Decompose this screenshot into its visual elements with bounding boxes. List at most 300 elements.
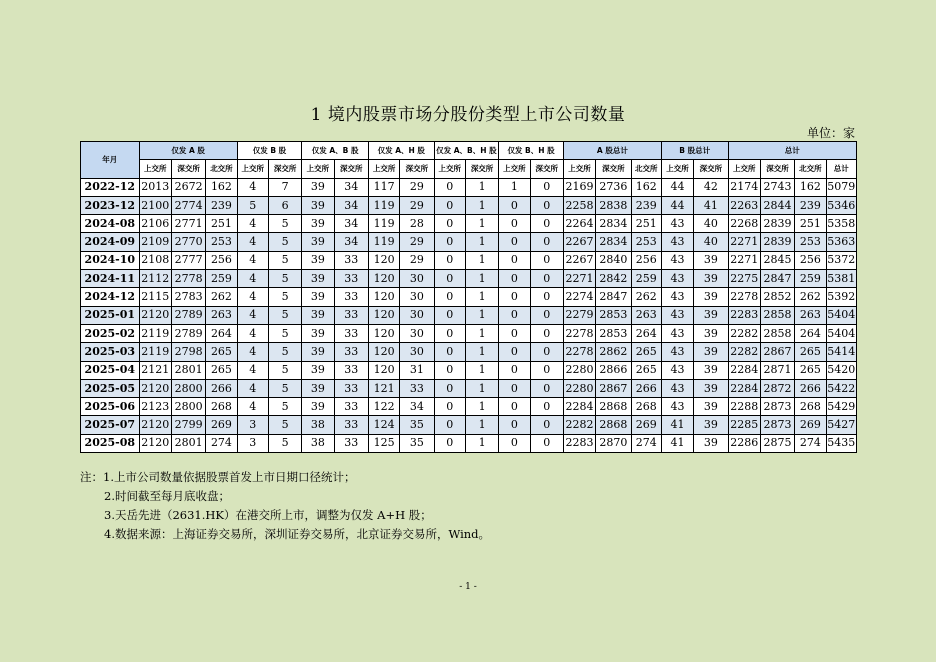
table-cell: 2274 <box>563 288 595 306</box>
table-cell: 38 <box>302 416 334 434</box>
table-cell: 2873 <box>760 416 794 434</box>
table-cell: 120 <box>368 251 399 269</box>
table-cell: 33 <box>334 361 368 379</box>
table-row <box>81 361 857 379</box>
table-cell: 5 <box>268 324 301 342</box>
table-cell: 30 <box>400 288 434 306</box>
table-cell: 239 <box>631 196 661 214</box>
subheader-sz: 深交所 <box>530 160 563 178</box>
table-cell: 0 <box>499 379 530 397</box>
table-cell: 39 <box>302 196 334 214</box>
table-cell: 2798 <box>171 343 205 361</box>
table-cell: 2774 <box>171 196 205 214</box>
table-cell: 259 <box>206 270 237 288</box>
table-cell: 0 <box>530 233 563 251</box>
table-cell: 5358 <box>826 215 856 233</box>
table-cell: 2267 <box>563 251 595 269</box>
table-cell: 119 <box>368 196 399 214</box>
table-cell: 4 <box>237 178 268 196</box>
table-cell: 256 <box>631 251 661 269</box>
table-cell: 4 <box>237 233 268 251</box>
table-cell: 5381 <box>826 270 856 288</box>
table-cell: 39 <box>694 416 728 434</box>
table-cell: 265 <box>631 361 661 379</box>
row-month: 2024-12 <box>81 288 140 306</box>
table-row <box>81 288 857 306</box>
table-row <box>81 233 857 251</box>
table-cell: 0 <box>434 416 465 434</box>
table-cell: 262 <box>206 288 237 306</box>
table-cell: 34 <box>400 398 434 416</box>
table-cell: 39 <box>694 324 728 342</box>
table-cell: 2839 <box>760 215 794 233</box>
table-cell: 39 <box>694 270 728 288</box>
table-cell: 262 <box>631 288 661 306</box>
table-row <box>81 306 857 324</box>
table-cell: 2801 <box>171 434 205 452</box>
table-cell: 2267 <box>563 233 595 251</box>
header-group-a-total: A 股总计 <box>563 142 661 160</box>
table-cell: 29 <box>400 178 434 196</box>
table-cell: 120 <box>368 361 399 379</box>
table-cell: 33 <box>334 251 368 269</box>
table-cell: 2115 <box>139 288 171 306</box>
table-cell: 5420 <box>826 361 856 379</box>
table-cell: 2283 <box>563 434 595 452</box>
table-cell: 1 <box>465 361 498 379</box>
table-cell: 2120 <box>139 306 171 324</box>
table-cell: 2282 <box>563 416 595 434</box>
header-group-a-b-h: 仅发 A、B、H 股 <box>434 142 499 160</box>
table-cell: 5 <box>268 270 301 288</box>
table-cell: 268 <box>795 398 826 416</box>
subheader-sz: 深交所 <box>334 160 368 178</box>
table-cell: 34 <box>334 215 368 233</box>
table-cell: 1 <box>465 434 498 452</box>
table-cell: 2283 <box>728 306 760 324</box>
table-cell: 0 <box>499 306 530 324</box>
row-month: 2025-05 <box>81 379 140 397</box>
subheader-sh: 上交所 <box>563 160 595 178</box>
table-cell: 120 <box>368 270 399 288</box>
table-cell: 0 <box>499 288 530 306</box>
table-cell: 43 <box>661 379 693 397</box>
table-cell: 2801 <box>171 361 205 379</box>
table-cell: 124 <box>368 416 399 434</box>
table-cell: 39 <box>302 215 334 233</box>
table-cell: 1 <box>465 215 498 233</box>
table-cell: 5404 <box>826 306 856 324</box>
table-cell: 265 <box>206 361 237 379</box>
table-cell: 2867 <box>596 379 631 397</box>
table-cell: 5392 <box>826 288 856 306</box>
row-month: 2025-04 <box>81 361 140 379</box>
row-month: 2025-03 <box>81 343 140 361</box>
table-cell: 0 <box>434 178 465 196</box>
table-cell: 0 <box>530 215 563 233</box>
table-cell: 0 <box>530 178 563 196</box>
table-cell: 5 <box>268 434 301 452</box>
row-month: 2022-12 <box>81 178 140 196</box>
table-cell: 39 <box>302 233 334 251</box>
table-cell: 34 <box>334 178 368 196</box>
table-cell: 0 <box>499 324 530 342</box>
table-cell: 5404 <box>826 324 856 342</box>
table-cell: 5 <box>268 251 301 269</box>
table-cell: 119 <box>368 233 399 251</box>
table-cell: 43 <box>661 343 693 361</box>
table-row <box>81 343 857 361</box>
table-row <box>81 251 857 269</box>
table-cell: 33 <box>334 379 368 397</box>
table-cell: 162 <box>206 178 237 196</box>
table-cell: 265 <box>206 343 237 361</box>
table-cell: 251 <box>631 215 661 233</box>
table-cell: 0 <box>434 379 465 397</box>
table-cell: 0 <box>499 215 530 233</box>
table-cell: 269 <box>206 416 237 434</box>
table-cell: 0 <box>530 306 563 324</box>
table-cell: 265 <box>631 343 661 361</box>
table-cell: 41 <box>661 416 693 434</box>
table-cell: 2736 <box>596 178 631 196</box>
table-cell: 4 <box>237 288 268 306</box>
table-cell: 4 <box>237 361 268 379</box>
table-cell: 2121 <box>139 361 171 379</box>
table-cell: 33 <box>334 288 368 306</box>
table-cell: 2279 <box>563 306 595 324</box>
table-cell: 274 <box>631 434 661 452</box>
table-cell: 2106 <box>139 215 171 233</box>
row-month: 2024-08 <box>81 215 140 233</box>
subheader-sz: 深交所 <box>171 160 205 178</box>
table-cell: 2278 <box>728 288 760 306</box>
table-cell: 1 <box>465 398 498 416</box>
table-cell: 4 <box>237 343 268 361</box>
table-cell: 2839 <box>760 233 794 251</box>
table-cell: 2770 <box>171 233 205 251</box>
table-cell: 2271 <box>728 233 760 251</box>
table-cell: 33 <box>334 416 368 434</box>
table-cell: 2875 <box>760 434 794 452</box>
table-cell: 1 <box>465 270 498 288</box>
header-group-a-only: 仅发 A 股 <box>139 142 237 160</box>
table-cell: 0 <box>434 251 465 269</box>
table-cell: 239 <box>795 196 826 214</box>
table-cell: 263 <box>631 306 661 324</box>
table-cell: 0 <box>499 270 530 288</box>
subheader-sh: 上交所 <box>139 160 171 178</box>
table-cell: 2282 <box>728 324 760 342</box>
header-group-a-b: 仅发 A、B 股 <box>302 142 369 160</box>
table-cell: 265 <box>795 343 826 361</box>
table-cell: 5 <box>268 215 301 233</box>
row-month: 2024-11 <box>81 270 140 288</box>
header-group-total: 总计 <box>728 142 856 160</box>
row-month: 2023-12 <box>81 196 140 214</box>
table-cell: 2777 <box>171 251 205 269</box>
header-group-b-total: B 股总计 <box>661 142 728 160</box>
table-cell: 2120 <box>139 434 171 452</box>
table-cell: 1 <box>465 288 498 306</box>
table-cell: 0 <box>499 196 530 214</box>
subheader-sh: 上交所 <box>302 160 334 178</box>
table-cell: 43 <box>661 306 693 324</box>
table-cell: 266 <box>631 379 661 397</box>
table-cell: 2100 <box>139 196 171 214</box>
table-cell: 41 <box>694 196 728 214</box>
table-cell: 119 <box>368 215 399 233</box>
table-cell: 39 <box>302 361 334 379</box>
table-cell: 0 <box>530 251 563 269</box>
table-cell: 5435 <box>826 434 856 452</box>
table-cell: 274 <box>795 434 826 452</box>
header-group-b-h: 仅发 B、H 股 <box>499 142 564 160</box>
subheader-sh: 上交所 <box>368 160 399 178</box>
table-cell: 39 <box>302 398 334 416</box>
table-cell: 2834 <box>596 233 631 251</box>
table-cell: 1 <box>465 379 498 397</box>
header-group-b-only: 仅发 B 股 <box>237 142 302 160</box>
table-cell: 2838 <box>596 196 631 214</box>
table-cell: 2834 <box>596 215 631 233</box>
table-cell: 28 <box>400 215 434 233</box>
table-cell: 42 <box>694 178 728 196</box>
table-cell: 43 <box>661 251 693 269</box>
table-cell: 2847 <box>760 270 794 288</box>
table-cell: 39 <box>694 251 728 269</box>
table-cell: 39 <box>694 361 728 379</box>
table-cell: 2123 <box>139 398 171 416</box>
table-cell: 39 <box>694 306 728 324</box>
table-cell: 33 <box>334 343 368 361</box>
table-cell: 2108 <box>139 251 171 269</box>
table-cell: 0 <box>434 215 465 233</box>
table-cell: 0 <box>434 434 465 452</box>
table-cell: 44 <box>661 178 693 196</box>
table-cell: 2789 <box>171 306 205 324</box>
table-cell: 40 <box>694 215 728 233</box>
table-cell: 259 <box>631 270 661 288</box>
table-cell: 2174 <box>728 178 760 196</box>
table-cell: 251 <box>206 215 237 233</box>
table-cell: 268 <box>631 398 661 416</box>
table-row <box>81 324 857 342</box>
table-row <box>81 215 857 233</box>
table-cell: 2119 <box>139 343 171 361</box>
table-cell: 43 <box>661 398 693 416</box>
table-cell: 4 <box>237 324 268 342</box>
subheader-bj: 北交所 <box>206 160 237 178</box>
table-cell: 264 <box>206 324 237 342</box>
table-cell: 122 <box>368 398 399 416</box>
table-cell: 0 <box>499 343 530 361</box>
table-cell: 5 <box>237 196 268 214</box>
table-cell: 266 <box>206 379 237 397</box>
table-cell: 29 <box>400 196 434 214</box>
table-cell: 39 <box>302 324 334 342</box>
table-cell: 2842 <box>596 270 631 288</box>
table-cell: 266 <box>795 379 826 397</box>
table-cell: 2120 <box>139 416 171 434</box>
table-cell: 2258 <box>563 196 595 214</box>
row-month: 2025-08 <box>81 434 140 452</box>
table-cell: 33 <box>334 398 368 416</box>
table-cell: 256 <box>206 251 237 269</box>
table-cell: 2275 <box>728 270 760 288</box>
table-cell: 5 <box>268 343 301 361</box>
table-cell: 0 <box>530 343 563 361</box>
table-cell: 5 <box>268 416 301 434</box>
row-month: 2025-06 <box>81 398 140 416</box>
table-cell: 4 <box>237 306 268 324</box>
table-row <box>81 270 857 288</box>
table-cell: 30 <box>400 324 434 342</box>
table-cell: 5346 <box>826 196 856 214</box>
table-row <box>81 178 857 196</box>
table-cell: 34 <box>334 196 368 214</box>
table-cell: 5427 <box>826 416 856 434</box>
table-cell: 2844 <box>760 196 794 214</box>
table-cell: 0 <box>530 434 563 452</box>
table-cell: 0 <box>499 434 530 452</box>
table-cell: 125 <box>368 434 399 452</box>
table-cell: 2286 <box>728 434 760 452</box>
table-cell: 2285 <box>728 416 760 434</box>
table-cell: 120 <box>368 306 399 324</box>
table-cell: 2873 <box>760 398 794 416</box>
table-cell: 5 <box>268 379 301 397</box>
table-body <box>81 178 857 452</box>
table-cell: 2870 <box>596 434 631 452</box>
table-cell: 2852 <box>760 288 794 306</box>
table-cell: 2288 <box>728 398 760 416</box>
table-cell: 5429 <box>826 398 856 416</box>
table-cell: 5 <box>268 288 301 306</box>
table-cell: 43 <box>661 270 693 288</box>
row-month: 2024-10 <box>81 251 140 269</box>
table-cell: 2799 <box>171 416 205 434</box>
table-cell: 2013 <box>139 178 171 196</box>
table-cell: 0 <box>434 270 465 288</box>
table-cell: 2264 <box>563 215 595 233</box>
table-cell: 0 <box>530 416 563 434</box>
table-cell: 39 <box>694 379 728 397</box>
table-cell: 33 <box>334 306 368 324</box>
table-cell: 2789 <box>171 324 205 342</box>
table-cell: 2119 <box>139 324 171 342</box>
table-cell: 5 <box>268 306 301 324</box>
footnote-1: 注：1.上市公司数量依据股票首发上市日期口径统计； <box>80 470 356 484</box>
table-cell: 2778 <box>171 270 205 288</box>
subheader-sz: 深交所 <box>694 160 728 178</box>
table-cell: 39 <box>302 270 334 288</box>
table-cell: 0 <box>530 324 563 342</box>
footnotes <box>80 468 490 544</box>
table-cell: 0 <box>499 398 530 416</box>
table-cell: 39 <box>694 398 728 416</box>
table-cell: 2840 <box>596 251 631 269</box>
table-cell: 1 <box>465 196 498 214</box>
header-group-a-h: 仅发 A、H 股 <box>368 142 434 160</box>
table-cell: 2867 <box>760 343 794 361</box>
table-cell: 4 <box>237 270 268 288</box>
table-cell: 5 <box>268 398 301 416</box>
table-cell: 39 <box>302 379 334 397</box>
table-cell: 6 <box>268 196 301 214</box>
table-cell: 43 <box>661 324 693 342</box>
table-cell: 5079 <box>826 178 856 196</box>
table-cell: 5422 <box>826 379 856 397</box>
table-cell: 0 <box>434 324 465 342</box>
subheader-sz: 深交所 <box>400 160 434 178</box>
table-cell: 2858 <box>760 306 794 324</box>
table-cell: 0 <box>530 379 563 397</box>
table-cell: 253 <box>795 233 826 251</box>
table-cell: 39 <box>302 178 334 196</box>
table-cell: 0 <box>434 361 465 379</box>
table-cell: 43 <box>661 288 693 306</box>
table-cell: 162 <box>795 178 826 196</box>
subheader-sz: 深交所 <box>596 160 631 178</box>
table-cell: 33 <box>334 324 368 342</box>
table-cell: 2169 <box>563 178 595 196</box>
table-cell: 4 <box>237 215 268 233</box>
subheader-bj: 北交所 <box>631 160 661 178</box>
table-cell: 33 <box>400 379 434 397</box>
table-cell: 120 <box>368 324 399 342</box>
table-cell: 2280 <box>563 361 595 379</box>
table-cell: 5414 <box>826 343 856 361</box>
table-cell: 2112 <box>139 270 171 288</box>
table-cell: 162 <box>631 178 661 196</box>
table-cell: 1 <box>465 233 498 251</box>
table-cell: 33 <box>334 270 368 288</box>
table-cell: 259 <box>795 270 826 288</box>
table-cell: 2263 <box>728 196 760 214</box>
table-cell: 30 <box>400 270 434 288</box>
row-month: 2025-07 <box>81 416 140 434</box>
table-cell: 30 <box>400 306 434 324</box>
table-cell: 5363 <box>826 233 856 251</box>
row-month: 2025-01 <box>81 306 140 324</box>
subheader-sh: 上交所 <box>237 160 268 178</box>
table-cell: 1 <box>465 306 498 324</box>
table-cell: 264 <box>631 324 661 342</box>
table-cell: 2271 <box>563 270 595 288</box>
table-cell: 7 <box>268 178 301 196</box>
table-cell: 43 <box>661 361 693 379</box>
listed-companies-table <box>80 141 857 453</box>
table-cell: 2282 <box>728 343 760 361</box>
subheader-sz: 深交所 <box>465 160 498 178</box>
table-cell: 4 <box>237 251 268 269</box>
subheader-sh: 上交所 <box>499 160 530 178</box>
table-cell: 2672 <box>171 178 205 196</box>
table-cell: 0 <box>499 251 530 269</box>
row-month: 2025-02 <box>81 324 140 342</box>
table-cell: 2866 <box>596 361 631 379</box>
table-cell: 256 <box>795 251 826 269</box>
table-cell: 3 <box>237 416 268 434</box>
subheader-sh: 上交所 <box>661 160 693 178</box>
table-cell: 120 <box>368 288 399 306</box>
table-cell: 39 <box>302 251 334 269</box>
table-cell: 0 <box>499 233 530 251</box>
table-cell: 5 <box>268 233 301 251</box>
table-cell: 34 <box>334 233 368 251</box>
table-cell: 2271 <box>728 251 760 269</box>
